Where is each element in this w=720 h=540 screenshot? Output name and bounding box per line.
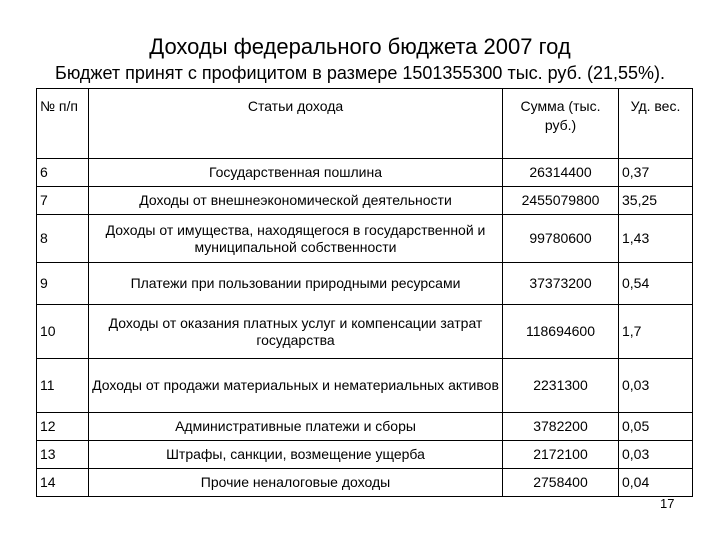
row-num: 11 xyxy=(37,359,89,413)
row-name: Доходы от внешнеэкономической деятельности xyxy=(89,187,503,215)
row-num: 6 xyxy=(37,159,89,187)
row-num: 14 xyxy=(37,469,89,497)
row-sum: 99780600 xyxy=(503,215,619,263)
row-name: Доходы от оказания платных услуг и компенсации затрат государства xyxy=(89,305,503,359)
page-subtitle: Бюджет принят с профицитом в размере 1501355300 тыс. руб. (21,55%). xyxy=(55,63,665,83)
row-name: Штрафы, санкции, возмещение ущерба xyxy=(89,441,503,469)
page-number: 17 xyxy=(660,496,675,511)
row-sum: 37373200 xyxy=(503,263,619,305)
row-num: 10 xyxy=(37,305,89,359)
row-share: 0,37 xyxy=(619,159,693,187)
row-name: Прочие неналоговые доходы xyxy=(89,469,503,497)
header-share: Уд. вес. xyxy=(619,89,693,159)
row-sum: 2172100 xyxy=(503,441,619,469)
revenue-table xyxy=(36,88,693,497)
row-num: 8 xyxy=(37,215,89,263)
row-name: Государственная пошлина xyxy=(89,159,503,187)
row-share: 0,03 xyxy=(619,359,693,413)
row-num: 7 xyxy=(37,187,89,215)
header-sum: Сумма (тыс. руб.) xyxy=(503,89,619,159)
row-sum: 26314400 xyxy=(503,159,619,187)
table-row xyxy=(37,159,693,187)
row-name: Административные платежи и сборы xyxy=(89,413,503,441)
table-row xyxy=(37,305,693,359)
row-num: 13 xyxy=(37,441,89,469)
row-share: 0,03 xyxy=(619,441,693,469)
header-name: Статьи дохода xyxy=(89,89,503,159)
row-share: 35,25 xyxy=(619,187,693,215)
table-header-row xyxy=(37,89,693,159)
row-sum: 2758400 xyxy=(503,469,619,497)
row-name: Доходы от продажи материальных и нематериальных активов xyxy=(89,359,503,413)
table-row xyxy=(37,263,693,305)
row-name: Платежи при пользовании природными ресурсами xyxy=(89,263,503,305)
table-row xyxy=(37,187,693,215)
row-share: 0,04 xyxy=(619,469,693,497)
row-sum: 2455079800 xyxy=(503,187,619,215)
row-share: 0,05 xyxy=(619,413,693,441)
table-row xyxy=(37,441,693,469)
row-share: 1,7 xyxy=(619,305,693,359)
table-row xyxy=(37,413,693,441)
row-sum: 118694600 xyxy=(503,305,619,359)
row-sum: 2231300 xyxy=(503,359,619,413)
row-share: 1,43 xyxy=(619,215,693,263)
table-row xyxy=(37,215,693,263)
row-name: Доходы от имущества, находящегося в государственной и муниципальной собственности xyxy=(89,215,503,263)
row-share: 0,54 xyxy=(619,263,693,305)
header-num: № п/п xyxy=(37,89,89,159)
table-row xyxy=(37,469,693,497)
row-sum: 3782200 xyxy=(503,413,619,441)
row-num: 12 xyxy=(37,413,89,441)
page-title: Доходы федерального бюджета 2007 год xyxy=(149,34,571,59)
table-row xyxy=(37,359,693,413)
row-num: 9 xyxy=(37,263,89,305)
